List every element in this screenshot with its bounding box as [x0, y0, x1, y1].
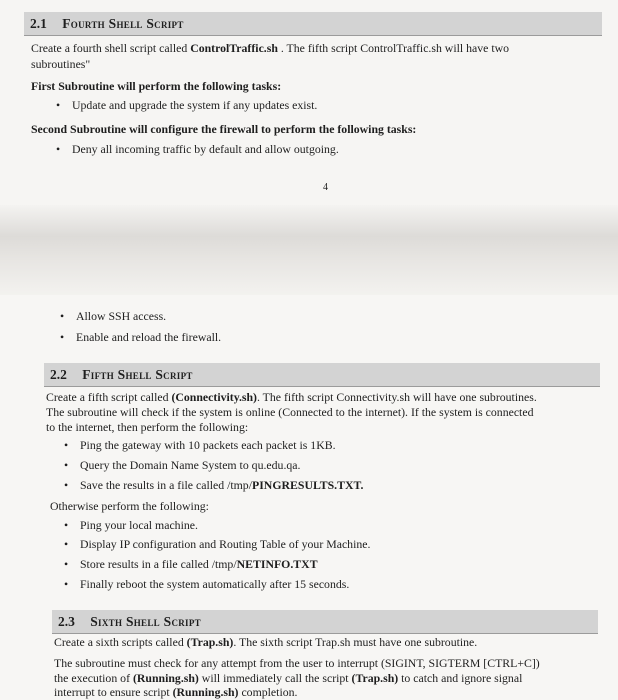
section-2-3-line2: The subroutine must check for any attempt from the user to interrupt (SIGINT, SIGTERM [CTRL+C]): [54, 656, 540, 670]
section-title: Fifth Shell Script: [82, 367, 193, 382]
bullet-icon: •: [64, 577, 69, 591]
bullet-icon: •: [64, 438, 69, 452]
bullet-icon: •: [60, 309, 65, 323]
section-title: Fourth Shell Script: [62, 16, 184, 31]
section-2-3-line1: Create a sixth scripts called (Trap.sh). The sixth script Trap.sh must have one subroutine.: [54, 635, 478, 649]
bullet-icon: •: [56, 98, 61, 112]
section-title: Sixth Shell Script: [90, 614, 201, 629]
section-number: 2.2: [50, 367, 67, 382]
section-heading-2-3: [52, 610, 598, 634]
list-item: • Enable and reload the firewall.: [60, 330, 222, 344]
otherwise-heading: Otherwise perform the following:: [50, 499, 209, 513]
bullet-icon: •: [60, 330, 65, 344]
list-item: • Allow SSH access.: [60, 309, 167, 323]
list-item: • Deny all incoming traffic by default and allow outgoing.: [56, 142, 339, 156]
script-name: (Trap.sh): [186, 635, 234, 649]
list-item: • Ping the gateway with 10 packets each packet is 1KB.: [64, 438, 336, 452]
section-heading-2-1: [24, 12, 602, 36]
bullet-icon: •: [64, 518, 69, 532]
section-2-2-line2: The subroutine will check if the system is online (Connected to the internet). If the system is connected: [46, 405, 534, 419]
list-item: • Ping your local machine.: [64, 518, 198, 532]
script-name: (Connectivity.sh): [171, 390, 257, 404]
section-number: 2.3: [58, 614, 75, 629]
list-item: • Query the Domain Name System to qu.edu.qa.: [64, 458, 301, 472]
bullet-icon: •: [64, 557, 69, 571]
page-number: 4: [323, 182, 328, 193]
bullet-icon: •: [64, 458, 69, 472]
section-2-3-line3: the execution of (Running.sh) will immediately call the script (Trap.sh) to catch and ignore signal: [54, 671, 523, 685]
script-name: ControlTraffic.sh: [190, 41, 278, 55]
file-name: PINGRESULTS.TXT.: [252, 478, 364, 492]
section-heading-2-2: [44, 363, 600, 387]
second-subroutine-heading: Second Subroutine will configure the firewall to perform the following tasks:: [31, 122, 417, 136]
list-item: • Finally reboot the system automatically after 15 seconds.: [64, 577, 350, 591]
list-item: • Display IP configuration and Routing Table of your Machine.: [64, 537, 371, 551]
section-2-2-line1: Create a fifth script called (Connectivity.sh). The fifth script Connectivity.sh will have one subroutines.: [46, 390, 537, 404]
section-number: 2.1: [30, 16, 47, 31]
first-subroutine-heading: First Subroutine will perform the following tasks:: [31, 79, 282, 93]
section-2-3-line4: interrupt to ensure script (Running.sh) completion.: [54, 685, 298, 699]
list-item: • Save the results in a file called /tmp/PINGRESULTS.TXT.: [64, 478, 364, 492]
file-name: NETINFO.TXT: [236, 557, 318, 571]
bullet-icon: •: [56, 142, 61, 156]
section-2-1-intro: Create a fourth shell script called ControlTraffic.sh . The fifth script ControlTraffic.sh will have two: [31, 41, 510, 55]
page-break-shadow: [0, 205, 618, 295]
bullet-icon: •: [64, 537, 69, 551]
section-2-1-intro-line2: subroutines": [31, 57, 91, 71]
section-2-2-line3: to the internet, then perform the following:: [46, 420, 249, 434]
bullet-icon: •: [64, 478, 69, 492]
list-item: • Update and upgrade the system if any updates exist.: [56, 98, 318, 112]
list-item: • Store results in a file called /tmp/NETINFO.TXT: [64, 557, 318, 571]
